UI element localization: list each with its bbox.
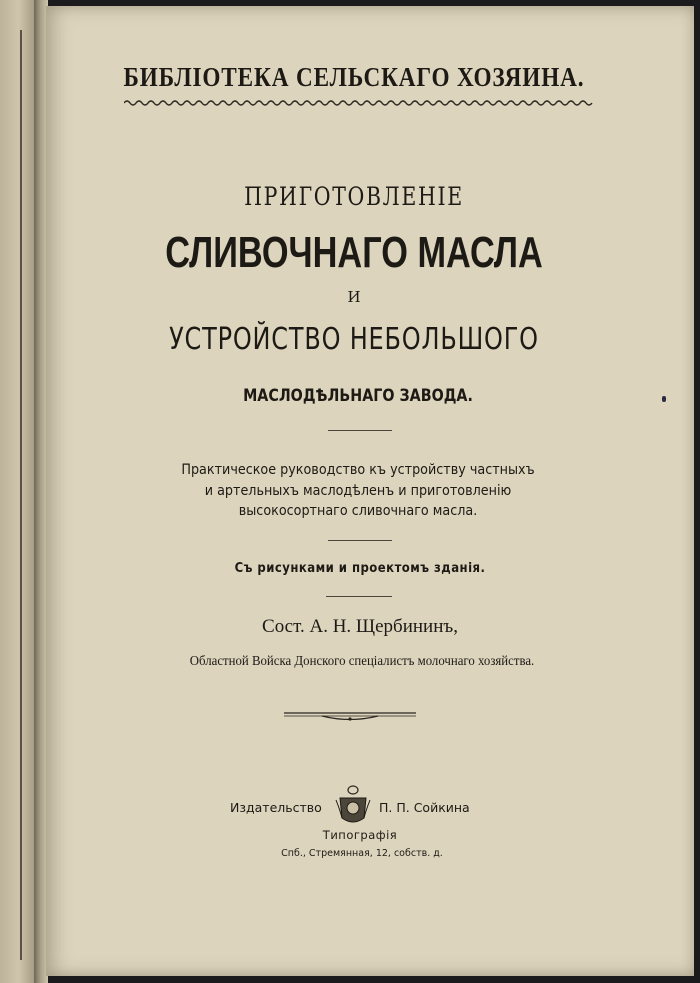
divider-2 <box>328 540 392 541</box>
divider-3 <box>326 596 392 597</box>
title-conjunction: И <box>347 288 361 306</box>
previous-page-rule <box>20 30 22 960</box>
publisher-name: П. П. Сойкина <box>379 800 470 815</box>
title-line-4: МАСЛОДѢЛЬНАГО ЗАВОДА. <box>243 386 473 406</box>
publisher-address: Спб., Стремянная, 12, собств. д. <box>281 848 443 859</box>
publisher-label: Издательство <box>230 800 322 815</box>
author-title: Областной Войска Донского спеціалистъ молочнаго хозяйства. <box>189 653 535 668</box>
title-line-3: УСТРОЙСТВО НЕБОЛЬШОГО <box>169 322 539 357</box>
subtitle-text: Практическое руководство къ устройству частныхъ и артельныхъ маслодѣленъ и приготовленію высокосортнаго сливочнаго масла. <box>181 462 535 520</box>
title-page <box>46 6 694 976</box>
typography-label: Типографія <box>322 828 398 842</box>
previous-page-edge <box>0 0 34 983</box>
title-line-1: ПРИГОТОВЛЕНІЕ <box>244 182 464 211</box>
series-underline-ornament <box>124 98 594 108</box>
title-line-2: СЛИВОЧНАГО МАСЛА <box>165 228 543 277</box>
publisher-emblem <box>334 784 372 828</box>
series-title: БИБЛІОТЕКА СЕЛЬСКАГО ХОЗЯИНА. <box>123 62 585 92</box>
divider-1 <box>328 430 392 431</box>
ink-spot <box>662 396 666 402</box>
subtitle <box>73 460 643 522</box>
decorative-ornament <box>282 707 418 723</box>
illustrations-note: Съ рисунками и проектомъ зданія. <box>234 561 486 576</box>
author-name: Сост. А. Н. Щербининъ, <box>262 616 458 637</box>
